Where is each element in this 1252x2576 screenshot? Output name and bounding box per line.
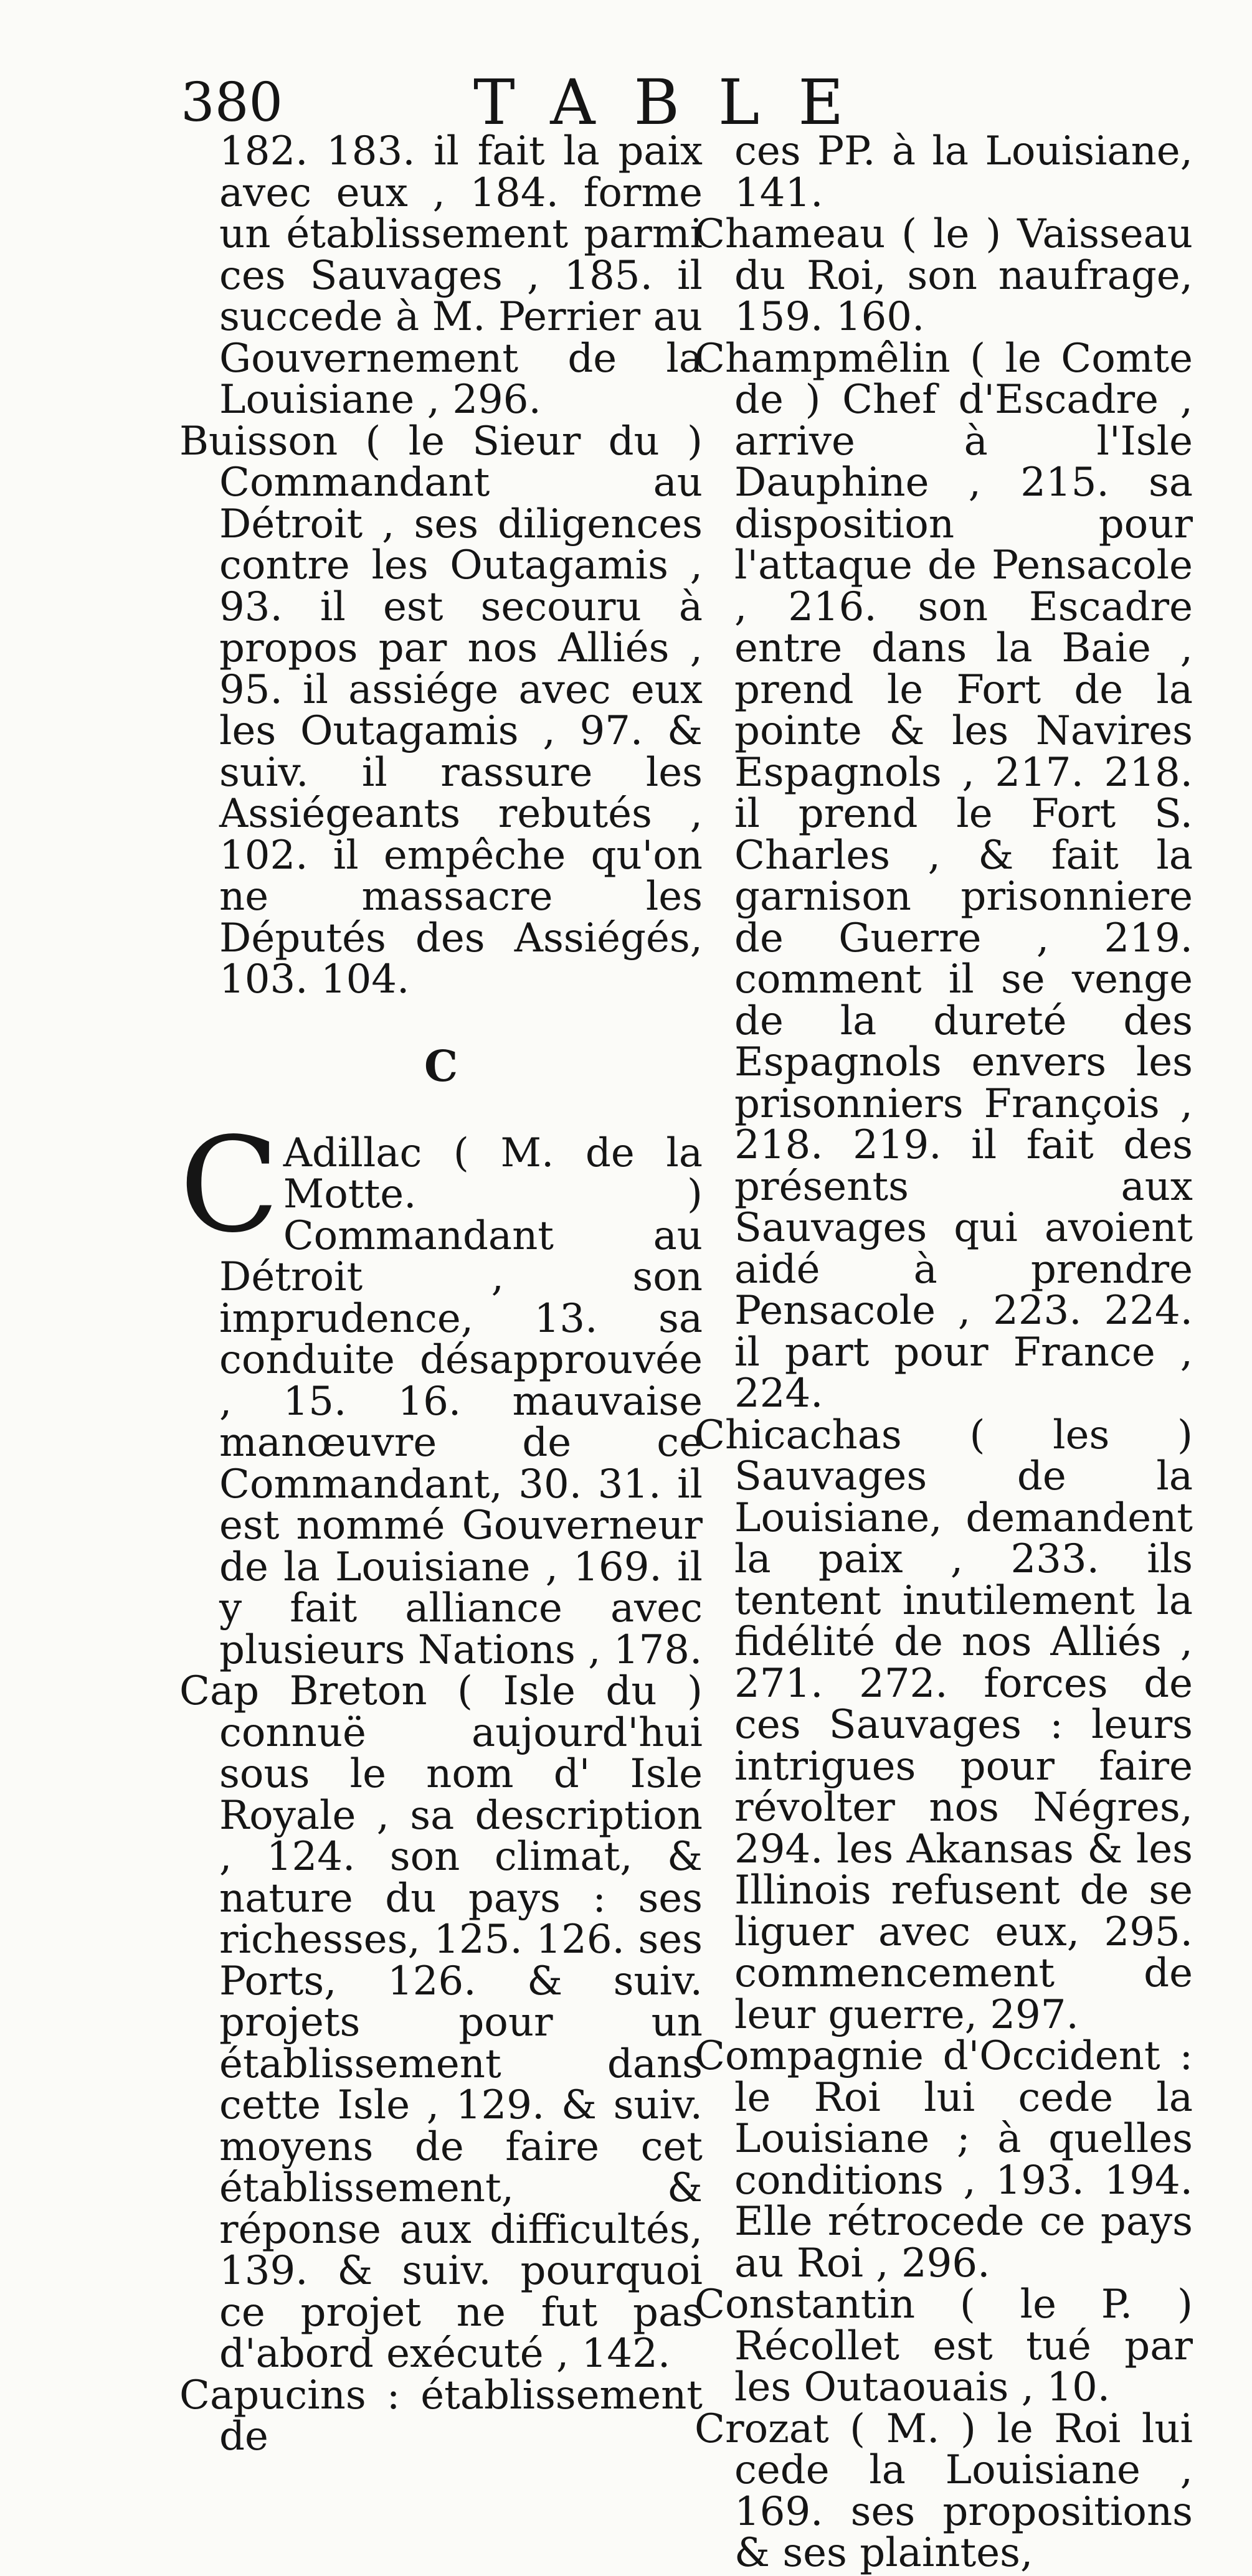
- letter-heading: C: [424, 1041, 458, 1092]
- index-entry-cap-breton: Cap Breton ( Isle du ) connuë aujourd'hui sous le nom d' Isle Royale , sa description , 124. son climat, & nature du pays : ses richesses, 125. 126. ses Ports, 126. & suiv. projets pour un établissement dans cette Isle , 129. & suiv. moyens de faire cet établissement, & réponse aux difficultés, 139. & suiv. pourquoi ce projet ne fut pas d'abord exécuté , 142.: [179, 1668, 703, 2377]
- index-entry-continuation-right: ces PP. à la Louisiane, 141.: [734, 128, 1193, 216]
- index-entry-constantin: Constantin ( le P. ) Récollet est tué par les Outaouais , 10.: [695, 2281, 1193, 2410]
- drop-cap: C: [179, 1108, 280, 1262]
- page-number: 380: [181, 72, 283, 134]
- index-entry-crozat: Crozat ( M. ) le Roi lui cede la Louisiane , 169. ses propositions & ses plaintes,: [695, 2405, 1193, 2576]
- left-column: [179, 128, 703, 2460]
- right-column: [695, 128, 1193, 2576]
- index-entry-capucins: Capucins : établissement de: [179, 2372, 703, 2460]
- index-entry-champmelin: Champmêlin ( le Comte de ) Chef d'Escadre , arrive à l'Isle Dauphine , 215. sa disposition pour l'attaque de Pensacole , 216. son Escadre entre dans la Baie , prend le Fort de la pointe & les Navires Espagnols , 217. 218. il prend le Fort S. Charles , & fait la garnison prisonniere de Guerre , 219. comment il se venge de la dureté des Espagnols envers les prisonniers François , 218. 219. il fait des présents aux Sauvages qui avoient aidé à prendre Pensacole , 223. 224. il part pour France , 224.: [695, 335, 1193, 1417]
- index-entry-compagnie: Compagnie d'Occident : le Roi lui cede la Louisiane ; à quelles conditions , 193. 194. Elle rétrocede ce pays au Roi , 296.: [695, 2033, 1193, 2286]
- index-entry-cadillac: [179, 1108, 703, 1673]
- index-entry-chicachas: Chicachas ( les ) Sauvages de la Louisiane, demandent la paix , 233. ils tentent inutilement la fidélité de nos Alliés , 271. 272. forces de ces Sauvages : leurs intrigues pour faire révolter nos Négres, 294. les Akansas & les Illinois refusent de se liguer avec eux, 295. commencement de leur guerre, 297.: [695, 1412, 1193, 2038]
- index-entry-chameau: Chameau ( le ) Vaisseau du Roi, son naufrage, 159. 160.: [695, 211, 1193, 340]
- running-title: TABLE: [473, 66, 883, 139]
- index-entry-continuation: 182. 183. il fait la paix avec eux , 184. forme un établissement parmi ces Sauvages , 185. il succede à M. Perrier au Gouvernement de la Louisiane , 296.: [219, 128, 703, 423]
- cadillac-text: Adillac ( M. de la Motte. ) Commandant au Détroit , son imprudence, 13. sa conduite désapprouvée , 15. 16. mauvaise manœuvre de ce Commandant, 30. 31. il est nommé Gouverneur de la Louisiane , 169. il y fait alliance avec plusieurs Nations , 178.: [219, 1130, 703, 1673]
- index-entry-buisson: Buisson ( le Sieur du ) Commandant au Détroit , ses diligences contre les Outagamis , 93. il est secouru à propos par nos Alliés , 95. il assiége avec eux les Outagamis , 97. & suiv. il rassure les Assiégeants rebutés , 102. il empêche qu'on ne massacre les Députés des Assiégés, 103. 104.: [179, 418, 703, 1003]
